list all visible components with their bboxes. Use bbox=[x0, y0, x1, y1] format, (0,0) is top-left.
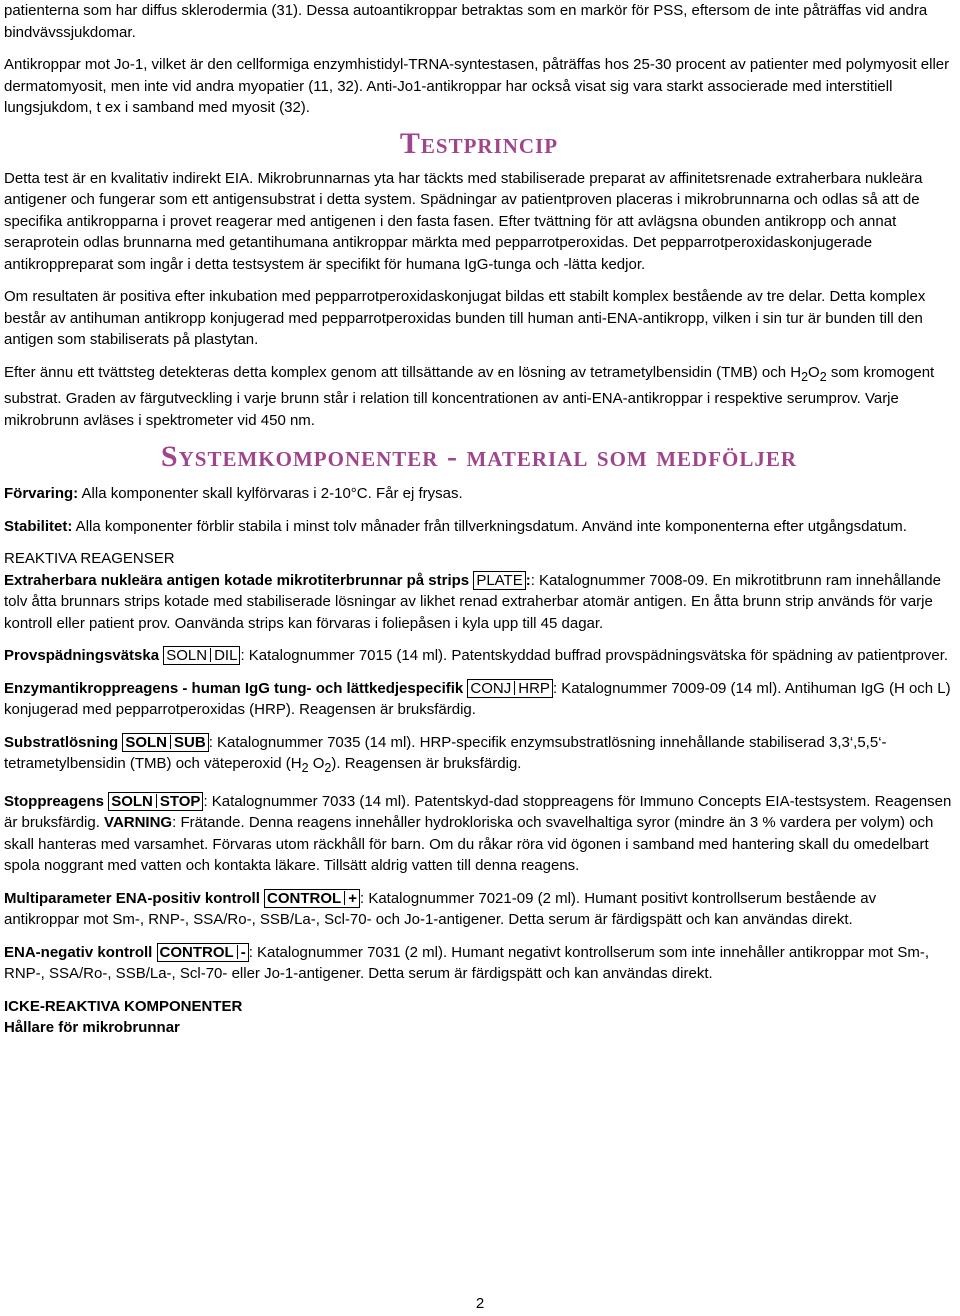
conj-hrp-code-box: CONJ HRP bbox=[467, 679, 553, 698]
soln-dil-code-box: SOLN DIL bbox=[163, 646, 240, 665]
hallare-label: Hållare för mikrobrunnar bbox=[4, 1019, 180, 1036]
testprincip-paragraph-1: Detta test är en kvalitativ indirekt EIA. Mikrobrunnarnas yta har täckts med stabiliserade preparat av affinitetsrenade extraherbara nukleära antigener och fungerar som ett antigensubstrat i detta system. Spädningar av patientproven placeras i mikrobrunnarna och odlas så att de specifika antikropparna i provet reagerar med antigenen i den fasta fasen. Efter tvättning för att avlägsna obunden antikropp och annat seraprotein odlas brunnarna med getantihumana antikroppar märkta med pepparrotperoxidas. Det pepparrotperoxidaskonjugerade antikroppreparat som ingår i detta testsystem är specifikt för humana IgG-tunga och -lätta kedjor. bbox=[4, 169, 923, 273]
control-positive-code-box: CONTROL + bbox=[264, 889, 360, 908]
intro-paragraph-1: patienterna som har diffus sklerodermia (31). Dessa autoantikroppar betraktas som en markör för PSS, eftersom de inte påträffas vid andra bindvävssjukdomar. bbox=[4, 2, 928, 41]
soln-sub-paragraph: Substratlösning SOLN SUB : Katalognummer 7035 (14 ml). HRP-specifik enzymsubstratlösning innehållande stabiliserad 3,3‘,5,5‘-tetrametylbensidin (TMB) och väteperoxid ($H_2$ $O_2$). Reagensen är bruksfärdig. bbox=[4, 733, 887, 775]
icke-reaktiva-heading: ICKE-REAKTIVA KOMPONENTER bbox=[4, 997, 243, 1015]
soln-sub-code-box: SOLN SUB bbox=[122, 733, 208, 752]
warning-label: VARNING bbox=[104, 814, 173, 831]
intro-paragraph-2: Antikroppar mot Jo-1, vilket är den cellformiga enzymhistidyl-TRNA-syntestasen, påträffas hos 25-30 procent av patienter med polymyosit eller dermatomyosit, men inte vid andra myopatier (11, 32). Anti-Jo1-antikroppar har också visat sig vara starkt associerade med interstitiell lungsjukdom, t ex i samband med myosit (32). bbox=[4, 56, 950, 116]
testprincip-heading: Testprincip bbox=[399, 126, 559, 160]
plate-code-box: PLATE bbox=[473, 571, 525, 590]
control-positive-paragraph: Multiparameter ENA-positiv kontroll CONTROL + : Katalognummer 7021-09 (2 ml). Humant positivt kontrollserum bestående av antikroppar mot Sm-, RNP-, SSA/Ro-, SSB/La-, Scl-70- och Jo-1-antigener. Detta serum är färdigspätt och kan användas direkt. bbox=[4, 889, 877, 928]
soln-stop-code-box: SOLN STOP bbox=[108, 792, 203, 811]
control-negative-paragraph: ENA-negativ kontroll CONTROL - : Katalognummer 7031 (2 ml). Humant negativt kontrollserum som inte innehåller antikroppar mot Sm-, RNP-, SSA/Ro-, SSB/La-, Scl-70- eller Jo-1-antigener. Detta serum är färdigspätt och kan användas direkt. bbox=[4, 943, 929, 982]
document-page bbox=[4, 0, 954, 1039]
plate-paragraph: Extraherbara nukleära antigen kotade mikrotiterbrunnar på strips PLATE :: Katalognummer 7008-09. En mikrotitbrunn ram innehållande tolv åtta brunnars strips kotade med stabiliserade lösningar av likhet renad extraherbar atomär antigen. En åtta brunn strip används för varje kontroll eller patient prov. Oanvända strips kan förvaras i foliepåsen i kyla upp till 45 dagar. bbox=[4, 571, 941, 632]
soln-stop-paragraph: Stoppreagens SOLN STOP : Katalognummer 7033 (14 ml). Patentskyd-dad stoppreagens för Immuno Concepts EIA-testsystem. Reagensen är bruksfärdig. VARNING: Frätande. Denna reagens innehåller hydrokloriska och svavelhaltiga syror (mindre än 3 % vardera per volym) och skall hanteras med varsamhet. Förvaras utom räckhåll för barn. Om du råkar röra vid ögonen i samband med hantering skall du omedelbart spola noggrant med vatten och kontakta läkare. Tillsätt aldrig vatten till denna reagens. bbox=[4, 792, 952, 874]
stabilitet-paragraph: Stabilitet: Alla komponenter förblir stabila i minst tolv månader från tillverkningsdatum. Använd inte komponenterna efter utgångsdatum. bbox=[4, 517, 907, 535]
conj-hrp-paragraph: Enzymantikroppreagens - human IgG tung- och lättkedjespecifik CONJ HRP : Katalognummer 7009-09 (14 ml). Antihuman IgG (H och L) konjugerad med pepparrotperoxidas (HRP). Reagensen är bruksfärdig. bbox=[4, 679, 951, 718]
forvaring-paragraph: Förvaring: Alla komponenter skall kylförvaras i 2-10°C. Får ej frysas. bbox=[4, 485, 463, 502]
soln-dil-paragraph: Provspädningsvätska SOLN DIL : Katalognummer 7015 (14 ml). Patentskyddad buffrad provspädningsvätska för spädning av patientprover. bbox=[4, 647, 949, 664]
control-negative-code-box: CONTROL - bbox=[157, 943, 249, 962]
reaktiva-heading: REAKTIVA REAGENSER bbox=[4, 550, 175, 567]
testprincip-paragraph-2: Om resultaten är positiva efter inkubation med pepparrotperoxidaskonjugat bildas ett stabilt komplex bestående av tre delar. Detta komplex består av antihuman antikropp konjugerad med pepparrotperoxidas bunden till human anti-ENA-antikropp, vilken i sin tur är bunden till den antigen som stabiliserats på plastytan. bbox=[4, 288, 926, 348]
testprincip-paragraph-3: Efter ännu ett tvättsteg detekteras detta komplex genom att tillsättande av en lösning av tetrametylbensidin (TMB) och $H_2O_2$ som kromogent substrat. Graden av färgutveckling i varje brunn står i relation till koncentrationen av anti-ENA-antikroppar i respektive serumprov. Varje mikrobrunn avläses i spektrometer vid 450 nm. bbox=[4, 363, 935, 429]
page-number: 2 bbox=[475, 1295, 485, 1312]
systemkomponenter-heading: Systemkomponenter - material som medföljer bbox=[160, 440, 798, 473]
